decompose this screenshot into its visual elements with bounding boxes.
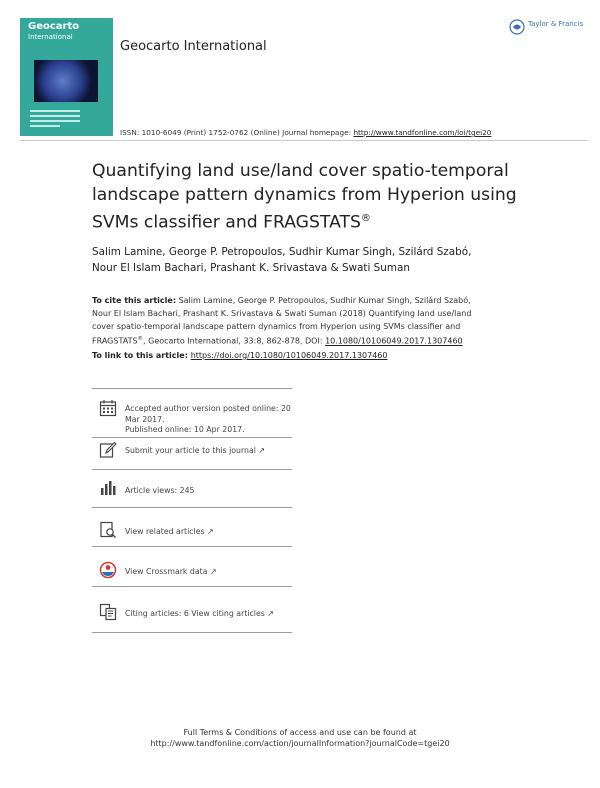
external-link-icon: ↗ bbox=[258, 446, 266, 455]
cover-globe-picture bbox=[34, 60, 98, 102]
citation-label: To cite this article: bbox=[92, 296, 177, 305]
journal-homepage-link[interactable]: http://www.tandfonline.com/loi/tgei20 bbox=[353, 128, 492, 137]
bar-chart-icon bbox=[99, 479, 117, 497]
edit-icon bbox=[99, 441, 117, 459]
publisher-logo[interactable] bbox=[508, 18, 588, 38]
link-label: To link to this article: bbox=[92, 351, 191, 360]
external-link-icon: ↗ bbox=[207, 527, 214, 536]
section-divider bbox=[92, 507, 292, 508]
related-articles-icon bbox=[99, 521, 117, 539]
footer-terms-link[interactable]: http://www.tandfonline.com/action/journalInformation?journalCode=tgei20 bbox=[150, 739, 450, 748]
external-link-icon: ↗ bbox=[209, 567, 217, 576]
publisher-logo-text: Taylor & Francis bbox=[528, 20, 584, 28]
section-divider bbox=[92, 546, 292, 547]
doi-link[interactable]: 10.1080/10106049.2017.1307460 bbox=[325, 336, 463, 346]
article-authors: Salim Lamine, George P. Petropoulos, Sudhir Kumar Singh, Szilárd Szabó, Nour El Islam Bachari, Prashant K. Srivastava & Swati Suman bbox=[92, 246, 472, 274]
view-related-articles-link[interactable]: View related articles ↗ bbox=[125, 527, 214, 536]
citing-articles-icon bbox=[99, 603, 117, 621]
article-title: Quantifying land use/land cover spatio-temporal landscape pattern dynamics from Hyperion using SVMs classifier and FRAGSTATS® bbox=[92, 161, 517, 233]
calendar-icon bbox=[99, 399, 117, 417]
section-divider bbox=[92, 437, 292, 438]
section-divider bbox=[92, 469, 292, 470]
external-link-icon: ↗ bbox=[267, 609, 274, 618]
section-divider bbox=[92, 586, 292, 587]
issn-line: ISSN: 1010-6049 (Print) 1752-0762 (Online) Journal homepage: http://www.tandfonline.com/loi/tgei20 bbox=[120, 128, 492, 137]
section-divider bbox=[92, 388, 292, 389]
citing-articles-link[interactable]: Citing articles: 6 View citing articles ↗ bbox=[125, 609, 274, 618]
header-divider bbox=[20, 140, 588, 141]
publisher-logo-icon bbox=[508, 18, 526, 36]
crossmark-icon bbox=[99, 561, 117, 579]
citation-block: To cite this article: Salim Lamine, George P. Petropoulos, Sudhir Kumar Singh, Szilárd Szabó, Nour El Islam Bachari, Prashant K. Srivastava & Swati Suman (2018) Quantifying land use/land cover spatio-temporal landscape pattern dynamics from Hyperion using SVMs classifier and FRAGSTATS®, Geocarto International, 33:8, 862-878, DOI: 10.1080/10106049.2017.1307460 bbox=[92, 296, 472, 346]
journal-name[interactable]: Geocarto International bbox=[120, 39, 267, 54]
submit-article-link[interactable]: Submit your article to this journal ↗ bbox=[125, 446, 266, 455]
journal-cover-image bbox=[20, 18, 113, 136]
footer-terms: Full Terms & Conditions of access and use can be found at http://www.tandfonline.com/action/journalInformation?journalCode=tgei20 bbox=[0, 727, 600, 749]
article-views: Article views: 245 bbox=[125, 486, 195, 495]
publication-dates: Accepted author version posted online: 20 Mar 2017. Published online: 10 Apr 2017. bbox=[125, 404, 291, 434]
view-crossmark-link[interactable]: View Crossmark data ↗ bbox=[125, 567, 217, 576]
article-doi-link[interactable]: https://doi.org/10.1080/10106049.2017.1307460 bbox=[190, 351, 388, 360]
section-divider bbox=[92, 632, 292, 633]
article-link-line bbox=[92, 351, 388, 360]
cover-title: Geocarto International bbox=[28, 21, 80, 41]
cover-text-lines bbox=[30, 110, 80, 130]
